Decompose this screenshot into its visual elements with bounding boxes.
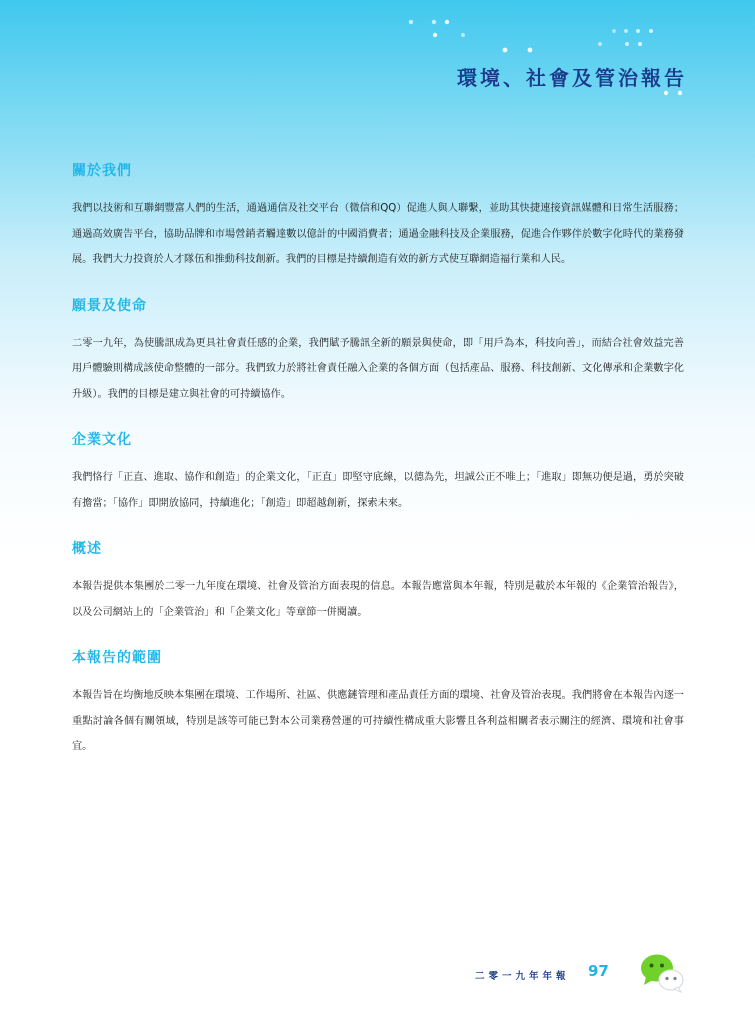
section-heading: 本報告的範圍 bbox=[72, 650, 162, 666]
section-heading: 願景及使命 bbox=[72, 297, 147, 314]
section-heading: 概述 bbox=[72, 541, 102, 557]
report-content bbox=[72, 160, 684, 782]
section-heading: 企業文化 bbox=[72, 432, 132, 448]
section-about-us bbox=[72, 160, 684, 273]
section-body: 本報告提供本集團於二零一九年度在環境、社會及管治方面表現的信息。本報告應當與本年報，特別是載於本年報的《企業管治報告》，以及公司網站上的「企業管治」和「企業文化」等章節一併閱讀。 bbox=[72, 581, 684, 618]
wechat-logo-icon bbox=[638, 952, 686, 994]
section-overview bbox=[72, 538, 684, 625]
section-body: 我們恪行「正直、進取、協作和創造」的企業文化，「正直」即堅守底線，以德為先，坦誠公正不唯上；「進取」即無功便是過，勇於突破有擔當；「協作」即開放協同，持續進化；「創造」即超越創新，探索未來。 bbox=[72, 472, 684, 509]
section-body: 我們以技術和互聯網豐富人們的生活，通過通信及社交平台（微信和QQ）促進人與人聯繫，並助其快捷連接資訊媒體和日常生活服務；通過高效廣告平台，協助品牌和市場營銷者觸達數以億計的中國消費者；通過金融科技及企業服務，促進合作夥伴於數字化時代的業務發展。我們大力投資於人才隊伍和推動科技創新。我們的目標是持續創造有效的新方式使互聯網造福行業和人民。 bbox=[72, 203, 684, 265]
annual-report-label: 二零一九年年報 bbox=[475, 971, 570, 982]
section-vision-mission bbox=[72, 295, 684, 408]
decorative-dots bbox=[0, 0, 755, 110]
section-report-scope bbox=[72, 647, 684, 760]
section-body: 本報告旨在均衡地反映本集團在環境、工作場所、社區、供應鏈管理和產品責任方面的環境、社會及管治表現。我們將會在本報告內逐一重點討論各個有關領域，特別是該等可能已對本公司業務營運的可持續性構成重大影響且各利益相關者表示關注的經濟、環境和社會事宜。 bbox=[72, 690, 684, 752]
section-corporate-culture bbox=[72, 429, 684, 516]
page-number: 97 bbox=[588, 962, 609, 980]
section-body: 二零一九年，為使騰訊成為更具社會責任感的企業，我們賦予騰訊全新的願景與使命，即「用戶為本，科技向善」，而結合社會效益完善用戶體驗則構成該使命整體的一部分。我們致力於將社會責任融入企業的各個方面（包括產品、服務、科技創新、文化傳承和企業數字化升級）。我們的目標是建立與社會的可持續協作。 bbox=[72, 337, 684, 400]
page-title: 環境、社會及管治報告 bbox=[457, 66, 687, 90]
section-heading: 關於我們 bbox=[72, 163, 132, 179]
